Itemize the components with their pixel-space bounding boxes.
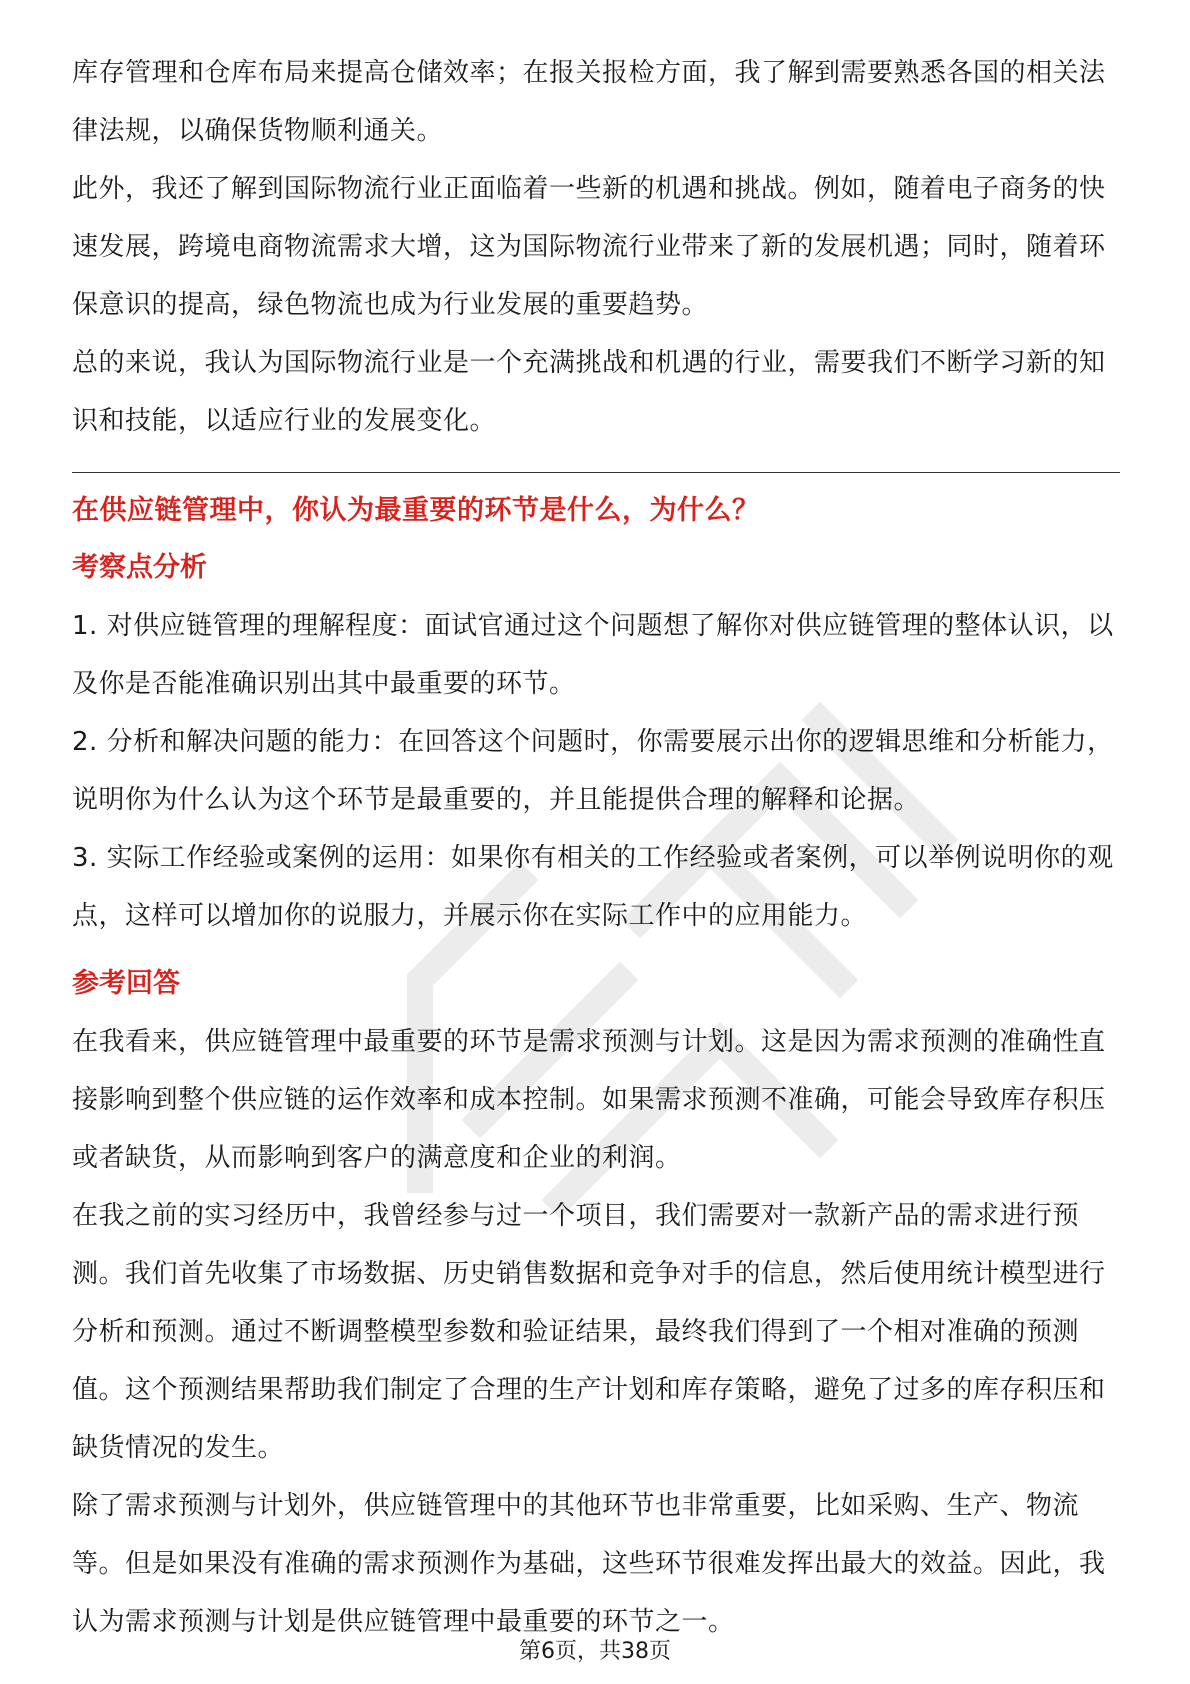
intro-paragraph-1: 库存管理和仓库布局来提高仓储效率；在报关报检方面，我了解到需要熟悉各国的相关法律法规，以确保货物顺利通关。 [72, 58, 1106, 146]
answer-paragraph-2: 在我之前的实习经历中，我曾经参与过一个项目，我们需要对一款新产品的需求进行预测。我们首先收集了市场数据、历史销售数据和竞争对手的信息，然后使用统计模型进行分析和预测。通过不断调整模型参数和验证结果，最终我们得到了一个相对准确的预测值。这个预测结果帮助我们制定了合理的生产计划和库存策略，避免了过多的库存积压和缺货情况的发生。 [72, 1201, 1106, 1463]
analysis-point-3: 3. 实际工作经验或案例的运用：如果你有相关的工作经验或者案例，可以举例说明你的观点，这样可以增加你的说服力，并展示你在实际工作中的应用能力。 [72, 843, 1114, 931]
intro-paragraph-3: 总的来说，我认为国际物流行业是一个充满挑战和机遇的行业，需要我们不断学习新的知识和技能，以适应行业的发展变化。 [72, 348, 1106, 436]
analysis-point-2: 2. 分析和解决问题的能力：在回答这个问题时，你需要展示出你的逻辑思维和分析能力，说明你为什么认为这个环节是最重要的，并且能提供合理的解释和论据。 [72, 727, 1114, 815]
answer-paragraph-3: 除了需求预测与计划外，供应链管理中的其他环节也非常重要，比如采购、生产、物流等。但是如果没有准确的需求预测作为基础，这些环节很难发挥出最大的效益。因此，我认为需求预测与计划是供应链管理中最重要的环节之一。 [72, 1491, 1106, 1637]
interview-question: 在供应链管理中，你认为最重要的环节是什么，为什么？ [72, 495, 760, 526]
analysis-point-1: 1. 对供应链管理的理解程度：面试官通过这个问题想了解你对供应链管理的整体认识，以及你是否能准确识别出其中最重要的环节。 [72, 611, 1114, 699]
answer-heading: 参考回答 [72, 968, 180, 999]
page-number: 第6页，共38页 [519, 1639, 671, 1664]
section-divider [72, 472, 1120, 473]
intro-paragraph-2: 此外，我还了解到国际物流行业正面临着一些新的机遇和挑战。例如，随着电子商务的快速发展，跨境电商物流需求大增，这为国际物流行业带来了新的发展机遇；同时，随着环保意识的提高，绿色物流也成为行业发展的重要趋势。 [72, 174, 1106, 320]
answer-paragraph-1: 在我看来，供应链管理中最重要的环节是需求预测与计划。这是因为需求预测的准确性直接影响到整个供应链的运作效率和成本控制。如果需求预测不准确，可能会导致库存积压或者缺货，从而影响到客户的满意度和企业的利润。 [72, 1027, 1106, 1173]
main-content [72, 44, 1120, 1651]
analysis-heading: 考察点分析 [72, 552, 207, 583]
